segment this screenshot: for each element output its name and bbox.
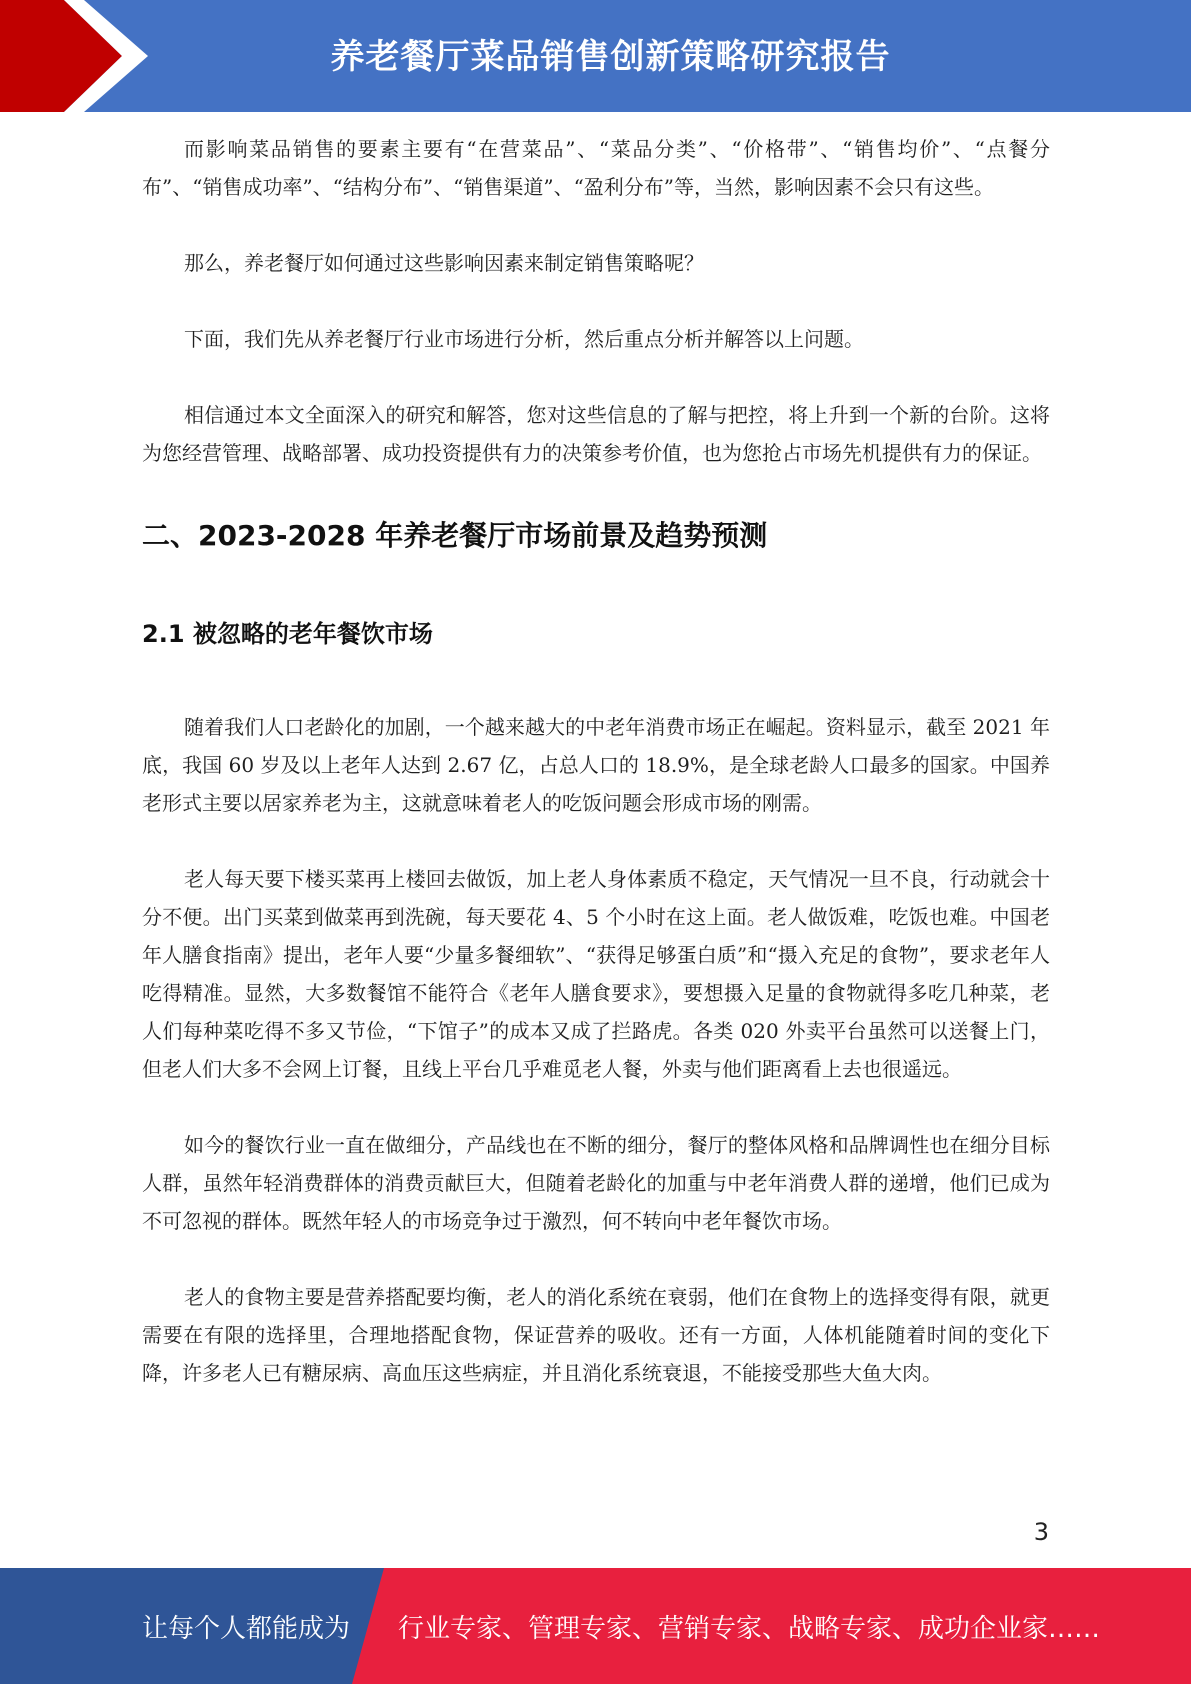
footer-slogan-right: 行业专家、管理专家、营销专家、战略专家、成功企业家…… xyxy=(398,1613,1101,1644)
section-heading: 二、2023-2028 年养老餐厅市场前景及趋势预测 xyxy=(142,519,768,552)
section-paragraph-1: 随着我们人口老龄化的加剧，一个越来越大的中老年消费市场正在崛起。资料显示，截至 2021 年底，我国 60 岁及以上老年人达到 2.67 亿，占总人口的 18.9%，是全球老龄人口最多的国家。中国养老形式主要以居家养老为主，这就意味着老人的吃饭问题会形成市场的刚需。 xyxy=(142,715,1050,815)
page-number: 3 xyxy=(1033,1518,1049,1546)
section-paragraph-3: 如今的餐饮行业一直在做细分，产品线也在不断的细分，餐厅的整体风格和品牌调性也在细分目标人群，虽然年轻消费群体的消费贡献巨大，但随着老龄化的加重与中老年消费人群的递增，他们已成为不可忽视的群体。既然年轻人的市场竞争过于激烈，何不转向中老年餐饮市场。 xyxy=(142,1133,1050,1233)
section-paragraph-4: 老人的食物主要是营养搭配要均衡，老人的消化系统在衰弱，他们在食物上的选择变得有限，就更需要在有限的选择里，合理地搭配食物，保证营养的吸收。还有一方面，人体机能随着时间的变化下降，许多老人已有糖尿病、高血压这些病症，并且消化系统衰退，不能接受那些大鱼大肉。 xyxy=(142,1285,1050,1385)
document-body xyxy=(142,130,1050,1392)
intro-paragraph-3: 下面，我们先从养老餐厅行业市场进行分析，然后重点分析并解答以上问题。 xyxy=(184,327,864,351)
page-header xyxy=(0,0,1191,112)
footer-slogan-left: 让每个人都能成为 xyxy=(142,1613,351,1644)
intro-paragraph-4: 相信通过本文全面深入的研究和解答，您对这些信息的了解与把控，将上升到一个新的台阶。这将为您经营管理、战略部署、成功投资提供有力的决策参考价值，也为您抢占市场先机提供有力的保证。 xyxy=(142,403,1050,465)
subsection-heading: 2.1 被忽略的老年餐饮市场 xyxy=(142,620,433,648)
intro-paragraph-1: 而影响菜品销售的要素主要有“在营菜品”、“菜品分类”、“价格带”、“销售均价”、“点餐分布”、“销售成功率”、“结构分布”、“销售渠道”、“盈利分布”等，当然，影响因素不会只有这些。 xyxy=(142,137,1050,199)
section-paragraph-2: 老人每天要下楼买菜再上楼回去做饭，加上老人身体素质不稳定，天气情况一旦不良，行动就会十分不便。出门买菜到做菜再到洗碗，每天要花 4、5 个小时在这上面。老人做饭难，吃饭也难。中国老年人膳食指南》提出，老年人要“少量多餐细软”、“获得足够蛋白质”和“摄入充足的食物”，要求老年人吃得精准。显然，大多数餐馆不能符合《老年人膳食要求》，要想摄入足量的食物就得多吃几种菜，老人们每种菜吃得不多又节俭，“下馆子”的成本又成了拦路虎。各类 020 外卖平台虽然可以送餐上门，但老人们大多不会网上订餐，且线上平台几乎难觅老人餐，外卖与他们距离看上去也很遥远。 xyxy=(142,867,1050,1081)
intro-paragraph-2: 那么，养老餐厅如何通过这些影响因素来制定销售策略呢？ xyxy=(184,251,704,275)
report-title: 养老餐厅菜品销售创新策略研究报告 xyxy=(330,36,891,77)
page-footer xyxy=(0,1568,1191,1684)
